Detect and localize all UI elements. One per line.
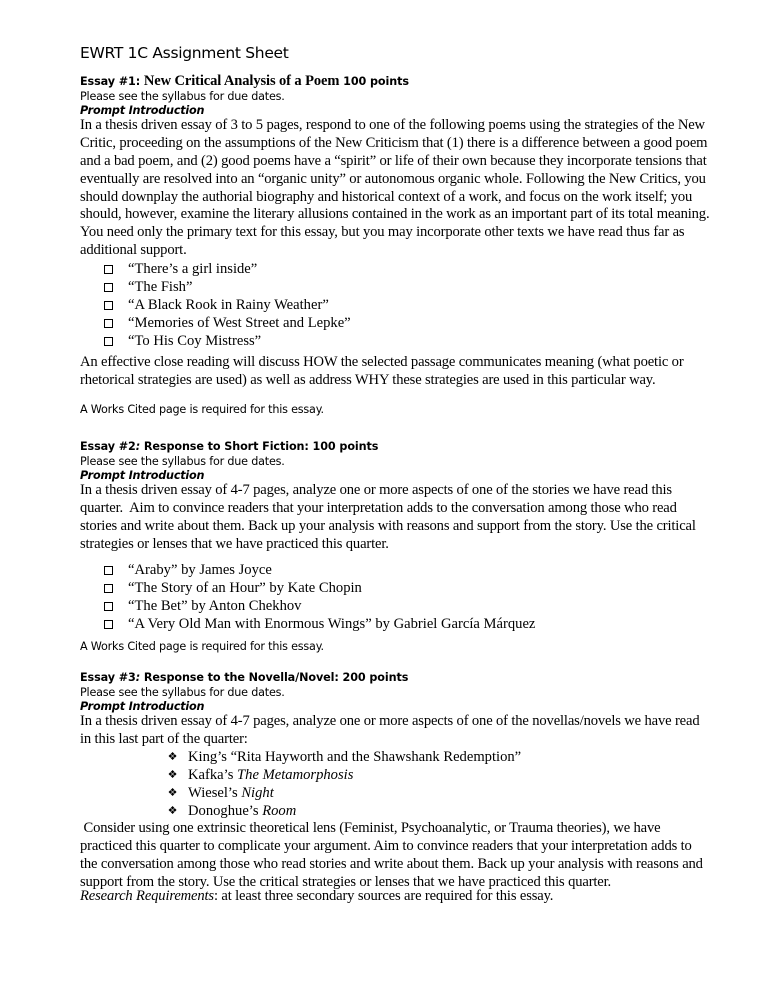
essay-1-poem-list [104, 261, 351, 350]
list-item[interactable] [104, 598, 535, 616]
novel-author: Donoghue’s [188, 802, 263, 819]
heading-colon: : [135, 671, 141, 684]
list-item[interactable] [104, 616, 535, 634]
essay-2-title: Response to Short Fiction: 100 points [140, 440, 379, 453]
story-title: “A Very Old Man with Enormous Wings” by Gabriel García Márquez [128, 615, 536, 632]
essay-2-number: Essay #2 [80, 440, 136, 453]
empty-checkbox-icon[interactable] [104, 584, 113, 593]
essay-1-closing-text [80, 354, 684, 390]
empty-checkbox-icon[interactable] [104, 602, 113, 611]
list-item[interactable] [104, 580, 535, 598]
essay-3-due-note: Please see the syllabus for due dates. [80, 686, 285, 699]
essay-3-novel-list [167, 749, 521, 821]
text-line: In a thesis driven essay of 3 to 5 pages, respond to one of the following poems using the strategies of the New [80, 117, 705, 133]
essay-2-works-cited-note: A Works Cited page is required for this essay. [80, 640, 324, 653]
essay-3-prompt-label: Prompt Introduction [80, 700, 205, 713]
essay-1-prompt-label: Prompt Introduction [80, 104, 205, 117]
text-line: additional support. [80, 242, 187, 259]
essay-1-points: 100 points [339, 75, 409, 88]
diamond-bullet-icon: ❖ [167, 751, 178, 763]
text-line: strategies or lenses that we have practiced this quarter. [80, 535, 389, 552]
list-item[interactable] [167, 803, 521, 821]
list-item[interactable] [104, 261, 351, 279]
essay-1-due-note: Please see the syllabus for due dates. [80, 90, 285, 103]
text-line: In a thesis driven essay of 4-7 pages, analyze one or more aspects of one of the stories we have read this [80, 482, 672, 498]
essay-1-prompt-text [80, 117, 709, 260]
poem-title: “A Black Rook in Rainy Weather” [128, 296, 329, 313]
text-line: Critic, proceeding on the assumptions of the New Criticism that (1) there is a difference between a good poem [80, 134, 708, 151]
empty-checkbox-icon[interactable] [104, 620, 113, 629]
text-line: practiced this quarter to complicate your argument. Aim to convince readers that your interpretation adds to [80, 837, 692, 854]
essay-2-story-list [104, 562, 535, 634]
story-title: “The Bet” by Anton Chekhov [128, 597, 302, 614]
poem-title: “The Fish” [128, 278, 193, 295]
text-line: the conversation among those who read stories and write about them. Back up your analysis with reasons and [80, 855, 703, 872]
text-line: stories and write about them. Back up your analysis with reasons and support from the story. Use the critical [80, 517, 696, 534]
poem-title: “To His Coy Mistress” [128, 332, 262, 349]
list-item[interactable] [167, 749, 521, 767]
list-item[interactable] [167, 767, 521, 785]
essay-1-works-cited-note: A Works Cited page is required for this essay. [80, 403, 324, 416]
essay-1-number: Essay #1: [80, 75, 144, 88]
empty-checkbox-icon[interactable] [104, 283, 113, 292]
text-line: should downplay the authorial biography and historical context of a work, and focus on the work itself; you [80, 188, 693, 205]
essay-3-number: Essay #3 [80, 671, 136, 684]
list-item[interactable] [104, 562, 535, 580]
heading-colon: : [135, 440, 141, 453]
research-text: : at least three secondary sources are required for this essay. [213, 888, 554, 904]
text-line: in this last part of the quarter: [80, 730, 248, 747]
novel-title-italic: Room [262, 802, 297, 819]
novel-author: Kafka’s [188, 766, 238, 783]
essay-1-heading [80, 73, 409, 90]
essay-3-research-requirements [80, 888, 553, 906]
text-line: and a bad poem, and (2) good poems have a “spirit” or life of their own because they incorporate tensions that [80, 152, 707, 169]
essay-3-title: Response to the Novella/Novel: 200 points [140, 671, 409, 684]
text-line: rhetorical strategies are used) as well as address WHY these strategies are used in this particular way. [80, 371, 656, 388]
diamond-bullet-icon: ❖ [167, 804, 178, 817]
essay-2-prompt-label: Prompt Introduction [80, 469, 205, 482]
list-item[interactable] [104, 333, 351, 351]
essay-1-title: New Critical Analysis of a Poem [143, 73, 340, 89]
text-line: support from the story. Use the critical strategies or lenses that we have practiced this quarter. [80, 873, 612, 890]
diamond-bullet-icon: ❖ [167, 786, 178, 799]
text-line: should, however, examine the literary allusions contained in the work as an important part of its total meaning. [80, 206, 710, 223]
research-label: Research Requirements [80, 888, 214, 904]
essay-2-prompt-text [80, 482, 696, 554]
essay-3-prompt-text [80, 713, 699, 749]
list-item[interactable] [104, 297, 351, 315]
text-line: quarter. Aim to convince readers that your interpretation adds to the conversation among those who read [80, 499, 677, 516]
essay-2-heading [80, 440, 378, 453]
empty-checkbox-icon[interactable] [104, 265, 113, 274]
novel-title: King’s “Rita Hayworth and the Shawshank Redemption” [188, 749, 522, 765]
diamond-bullet-icon: ❖ [167, 768, 178, 781]
story-title: “Araby” by James Joyce [128, 562, 272, 578]
text-line: An effective close reading will discuss HOW the selected passage communicates meaning (what poetic or [80, 354, 684, 370]
empty-checkbox-icon[interactable] [104, 566, 113, 575]
novel-title-italic: Night [241, 784, 274, 801]
story-title: “The Story of an Hour” by Kate Chopin [128, 579, 362, 596]
essay-3-heading [80, 671, 408, 684]
poem-title: “There’s a girl inside” [128, 261, 258, 277]
list-item[interactable] [104, 279, 351, 297]
novel-author: Wiesel’s [188, 784, 242, 801]
empty-checkbox-icon[interactable] [104, 301, 113, 310]
novel-title-italic: The Metamorphosis [237, 766, 354, 783]
empty-checkbox-icon[interactable] [104, 319, 113, 328]
essay-3-closing-text [80, 820, 703, 892]
text-line: You need only the primary text for this essay, but you may incorporate other texts we have read thus far as [80, 224, 685, 241]
page-title: EWRT 1C Assignment Sheet [80, 44, 289, 62]
text-line: In a thesis driven essay of 4-7 pages, analyze one or more aspects of one of the novellas/novels we have read [80, 713, 700, 729]
text-line: eventually are resolved into an “organic unity” or autonomous organic whole. Following the New Critics, you [80, 170, 706, 187]
empty-checkbox-icon[interactable] [104, 337, 113, 346]
list-item[interactable] [167, 785, 521, 803]
text-line: Consider using one extrinsic theoretical lens (Feminist, Psychoanalytic, or Trauma theories), we have [80, 820, 661, 836]
list-item[interactable] [104, 315, 351, 333]
essay-2-due-note: Please see the syllabus for due dates. [80, 455, 285, 468]
poem-title: “Memories of West Street and Lepke” [128, 314, 351, 331]
